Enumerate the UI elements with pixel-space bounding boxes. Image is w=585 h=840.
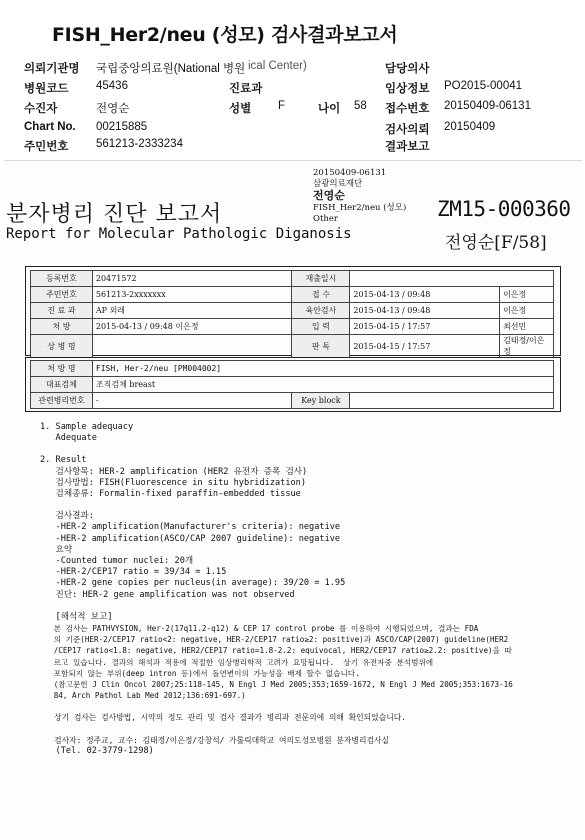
label-doctor: 담당의사 — [385, 63, 430, 75]
body-line: 요약 — [40, 544, 73, 555]
label-hospital-code: 병원코드 — [24, 83, 69, 95]
body-line — [40, 701, 575, 712]
body-line: (Tel. 02-3779-1298) — [40, 745, 154, 756]
table-cell: 561213-2xxxxxxx — [92, 287, 292, 303]
table-cell: 이은정 — [500, 287, 554, 303]
info-table — [30, 270, 554, 358]
value-request-date: 20150409 — [444, 121, 496, 133]
label-result-report: 결과보고 — [385, 141, 430, 153]
table-cell: 20471572 — [92, 271, 292, 287]
table-cell: 2015-04-15 / 17:57 — [350, 319, 500, 335]
value-age: 58 — [354, 100, 367, 112]
table-cell: 처 방 — [31, 319, 93, 335]
stamp-accession: 20150409-06131 — [313, 168, 387, 178]
body-line: /CEP17 ratio<1.8: negative, HER2/CEP17 ratio=1.8-2.2: equivocal, HER2/CEP17 ratio≥2.2: positive)을 따 — [40, 646, 512, 656]
body-line: 1. Sample adequacy — [40, 422, 134, 432]
table-cell: 판 독 — [292, 335, 350, 358]
table-cell: 상 병 명 — [31, 335, 93, 358]
table-row — [31, 393, 554, 409]
stamp-patient: 전영순 — [313, 189, 345, 202]
body-line: 르고 있습니다. 결과의 해석과 적용에 적절한 임상병리학적 고려가 요망됩니다. 상기 유전자중 분석범위에 — [40, 657, 434, 667]
table-cell: 접 수 — [292, 287, 350, 303]
label-institution: 의뢰기관명 — [24, 63, 80, 75]
label-request-date: 검사의뢰 — [385, 124, 430, 136]
table-cell — [92, 335, 292, 358]
specimen-label — [313, 168, 406, 225]
stamp-lab: 삼광의료재단 — [313, 179, 363, 189]
body-line: [해석적 보고] — [40, 611, 113, 622]
value-hospital-code: 45436 — [96, 80, 128, 92]
table-row — [31, 319, 554, 335]
table-cell — [350, 393, 554, 409]
table-cell: AP 외래 — [92, 303, 292, 319]
table-cell: 최선민 — [500, 319, 554, 335]
body-line: 검사항목: HER-2 amplification (HER2 유전자 증폭 검사) — [40, 466, 308, 477]
table-cell: 2015-04-13 / 09:48 — [350, 303, 500, 319]
body-line — [40, 724, 575, 735]
table-cell: Key block — [292, 393, 350, 409]
table-cell: 2015-04-13 / 09:48 이은정 — [92, 319, 292, 335]
body-line: Adequate — [40, 433, 97, 444]
body-line: 검사결과: — [40, 511, 94, 522]
stamp-test: FISH_Her2/neu (성모) — [313, 203, 407, 213]
table-cell: 대표검체 — [31, 377, 93, 393]
table-cell: 관련병리번호 — [31, 393, 93, 409]
body-line: 진단: HER-2 gene amplification was not observed — [40, 589, 295, 600]
label-accession: 접수번호 — [385, 103, 430, 115]
label-age: 나이 — [318, 103, 341, 115]
table-row — [31, 377, 554, 393]
table-cell: 재출일시 — [292, 271, 350, 287]
body-line: 검사방법: FISH(Fluorescence in situ hybridization) — [40, 477, 307, 488]
table-cell: 조직검체 breast — [92, 377, 553, 393]
table-cell: FISH, Her-2/neu [PM004002] — [92, 361, 553, 377]
table-row — [31, 361, 554, 377]
body-line: 검체종류: Formalin-fixed paraffin-embedded tissue — [40, 489, 301, 500]
body-line: 포함되지 않는 부위(deep intron 등)에서 돌연변이의 가능성을 배제 할수 없습니다. — [40, 668, 360, 678]
table-cell: 2015-04-13 / 09:48 — [350, 287, 500, 303]
label-department: 진료과 — [229, 83, 263, 95]
value-clinical-info: PO2015-00041 — [444, 80, 523, 92]
body-line: 검사자: 정주교, 교수: 김태정/이은정/강창석/ 가톨릭대학교 여의도성모병원 분자병리검사실 — [40, 735, 390, 745]
report-patient: 전영순[F/58] — [445, 233, 547, 253]
table-cell: 김태정/이은정 — [500, 335, 554, 358]
order-table — [30, 360, 554, 409]
body-line: -HER-2 amplification(Manufacturer's criteria): negative — [40, 522, 341, 533]
body-line: -HER-2 amplification(ASCO/CAP 2007 guideline): negative — [40, 533, 341, 544]
body-line: 84, Arch Pathol Lab Med 2012;136:691-697.) — [40, 691, 246, 701]
body-line: 본 검사는 PATHVYSION, Her-2(17q11.2-q12) & CEP 17 control probe 를 이용하여 시행되었으며, 결과는 FDA — [40, 624, 479, 634]
table-row — [31, 287, 554, 303]
report-title-en: Report for Molecular Pathologic Diganosis — [6, 226, 352, 242]
table-cell: 육안검사 — [292, 303, 350, 319]
label-patient: 수진자 — [24, 103, 58, 115]
report-title-ko: 분자병리 진단 보고서 — [6, 202, 223, 227]
value-accession: 20150409-06131 — [444, 100, 531, 112]
body-line: -HER-2 gene copies per nucleus(in average): 39/20 = 1.95 — [40, 578, 346, 589]
table-cell: - — [92, 393, 292, 409]
label-clinical-info: 임상정보 — [385, 83, 430, 95]
value-patient: 전영순 — [96, 103, 130, 115]
table-cell: 이은정 — [500, 303, 554, 319]
table-cell: 2015-04-15 / 17:57 — [350, 335, 500, 358]
value-institution-overlap: ical Center) — [248, 60, 307, 72]
body-line — [40, 601, 575, 612]
value-institution: 국립중앙의료원(National 병원 — [96, 63, 246, 75]
table-cell: 등록번호 — [31, 271, 93, 287]
body-line — [40, 500, 575, 511]
table-row — [31, 303, 554, 319]
label-chart-no: Chart No. — [24, 121, 76, 133]
table-row — [31, 335, 554, 358]
body-line: 상기 검사는 검사방법, 시약의 정도 관리 및 검사 결과가 병리과 전문의에 의해 확인되었습니다. — [40, 713, 407, 723]
value-chart-no: 00215885 — [96, 121, 148, 133]
page-title: FISH_Her2/neu (성모) 검사결과보고서 — [52, 24, 398, 46]
body-line — [40, 444, 575, 455]
report-number: ZM15-000360 — [437, 197, 571, 221]
label-sex: 성별 — [229, 103, 252, 115]
body-line: -HER-2/CEP17 ratio = 39/34 = 1.15 — [40, 567, 227, 578]
body-line: 의 기준(HER-2/CEP17 ratio<2: negative, HER-2/CEP17 ratio≥2: positive)과 ASCO/CAP(2007) guideline(HER2 — [40, 635, 509, 645]
body-line: -Counted tumor nuclei: 20개 — [40, 556, 194, 567]
value-resident-no: 561213-2333234 — [96, 138, 183, 150]
body-line: (참고문헌 J Clin Oncol 2007;25:118-145, N Engl J Med 2005;353;1659-1672, N Engl J Med 2005;353:1673-16 — [40, 680, 513, 690]
table-cell — [350, 271, 554, 287]
table-cell: 주민번호 — [31, 287, 93, 303]
table-cell: 진 료 과 — [31, 303, 93, 319]
value-sex: F — [278, 100, 286, 112]
report-body — [40, 422, 575, 757]
label-resident-no: 주민번호 — [24, 141, 69, 153]
table-cell: 입 력 — [292, 319, 350, 335]
body-line: 2. Result — [40, 455, 87, 466]
table-row — [31, 271, 554, 287]
stamp-other: Other — [313, 214, 338, 224]
table-cell: 처 방 명 — [31, 361, 93, 377]
